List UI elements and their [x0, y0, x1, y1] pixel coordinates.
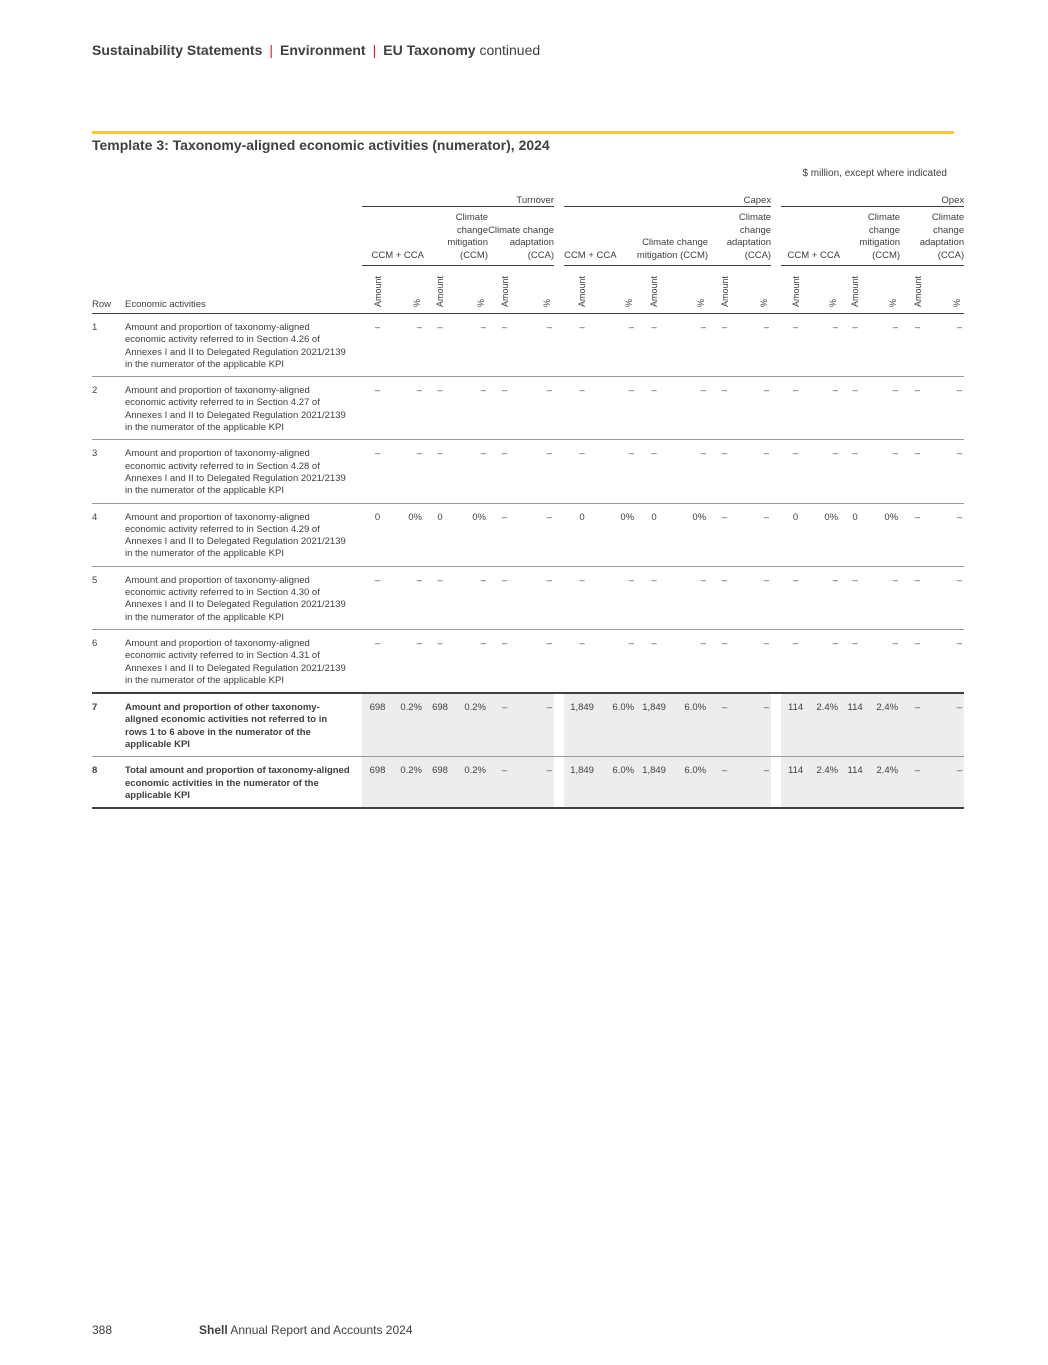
- col-header-amount: Amount: [649, 275, 660, 307]
- percent-cell: 2.4%: [870, 757, 900, 808]
- taxonomy-table: [92, 190, 964, 809]
- percent-cell: –: [741, 629, 771, 693]
- col-header-percent: %: [952, 298, 963, 307]
- amount-cell: –: [840, 314, 870, 377]
- row-number: 6: [92, 629, 125, 693]
- percent-cell: –: [456, 629, 488, 693]
- col-header-amount: Amount: [499, 275, 510, 307]
- amount-cell: 698: [424, 693, 456, 757]
- percent-cell: 6.0%: [672, 757, 708, 808]
- percent-cell: –: [600, 566, 636, 629]
- percent-cell: –: [810, 566, 840, 629]
- percent-cell: –: [600, 629, 636, 693]
- amount-cell: –: [488, 440, 521, 503]
- activity-description: Total amount and proportion of taxonomy-aligned economic activities in the numerator of the applicable KPI: [125, 757, 362, 808]
- amount-cell: –: [900, 629, 935, 693]
- percent-cell: –: [935, 629, 964, 693]
- col-header-amount: Amount: [719, 275, 730, 307]
- percent-cell: 0%: [600, 503, 636, 566]
- percent-cell: –: [521, 377, 554, 440]
- amount-cell: –: [840, 377, 870, 440]
- row-number: 4: [92, 503, 125, 566]
- row-number: 7: [92, 693, 125, 757]
- amount-cell: –: [900, 440, 935, 503]
- amount-cell: –: [424, 566, 456, 629]
- amount-cell: –: [781, 440, 810, 503]
- breadcrumb-eu-taxonomy[interactable]: EU Taxonomy: [383, 42, 476, 58]
- group-header: Turnover: [362, 190, 554, 207]
- amount-cell: –: [708, 440, 741, 503]
- percent-cell: 0.2%: [456, 693, 488, 757]
- amount-cell: –: [636, 440, 672, 503]
- percent-cell: 0%: [456, 503, 488, 566]
- percent-cell: –: [741, 566, 771, 629]
- amount-cell: –: [900, 566, 935, 629]
- percent-cell: –: [741, 377, 771, 440]
- percent-cell: –: [870, 377, 900, 440]
- percent-cell: –: [935, 377, 964, 440]
- amount-cell: 0: [564, 503, 600, 566]
- amount-cell: –: [708, 629, 741, 693]
- subgroup-header: Climate change adaptation (CCA): [900, 207, 964, 266]
- col-header-amount: Amount: [912, 275, 923, 307]
- percent-cell: –: [521, 503, 554, 566]
- percent-cell: –: [393, 440, 424, 503]
- amount-cell: 1,849: [564, 757, 600, 808]
- amount-cell: –: [424, 629, 456, 693]
- percent-cell: –: [935, 757, 964, 808]
- table-row: [92, 503, 964, 566]
- amount-cell: 0: [840, 503, 870, 566]
- amount-cell: –: [564, 377, 600, 440]
- percent-cell: –: [935, 440, 964, 503]
- table-row: [92, 693, 964, 757]
- percent-cell: –: [521, 629, 554, 693]
- amount-cell: –: [900, 757, 935, 808]
- col-header-amount: Amount: [577, 275, 588, 307]
- percent-cell: –: [935, 503, 964, 566]
- breadcrumb: [92, 42, 540, 58]
- percent-cell: –: [521, 314, 554, 377]
- amount-cell: –: [362, 566, 393, 629]
- percent-cell: –: [810, 314, 840, 377]
- activity-description: Amount and proportion of other taxonomy-aligned economic activities not referred to in rows 1 to 6 above in the numerator of the applicable KPI: [125, 693, 362, 757]
- amount-cell: –: [900, 693, 935, 757]
- percent-cell: –: [600, 314, 636, 377]
- col-header-amount: Amount: [372, 275, 383, 307]
- amount-cell: –: [840, 440, 870, 503]
- group-header: Opex: [781, 190, 964, 207]
- amount-cell: –: [564, 440, 600, 503]
- col-header-percent: %: [828, 298, 839, 307]
- amount-cell: –: [488, 566, 521, 629]
- breadcrumb-environment[interactable]: Environment: [280, 42, 366, 58]
- amount-cell: –: [424, 314, 456, 377]
- percent-cell: –: [935, 314, 964, 377]
- page-number: 388: [92, 1323, 113, 1337]
- percent-cell: 0%: [672, 503, 708, 566]
- percent-cell: –: [870, 566, 900, 629]
- amount-cell: –: [781, 377, 810, 440]
- percent-cell: –: [741, 440, 771, 503]
- table-row: [92, 440, 964, 503]
- amount-cell: –: [488, 314, 521, 377]
- amount-cell: 114: [781, 757, 810, 808]
- activity-description: Amount and proportion of taxonomy-aligned economic activity referred to in Section 4.31 of Annexes I and II to Delegated Regulation 2021/2139 in the numerator of the applicable KPI: [125, 629, 362, 693]
- percent-cell: –: [810, 440, 840, 503]
- unit-note: $ million, except where indicated: [802, 168, 947, 179]
- amount-cell: –: [840, 629, 870, 693]
- percent-cell: –: [672, 314, 708, 377]
- amount-cell: 1,849: [564, 693, 600, 757]
- activity-description: Amount and proportion of taxonomy-aligned economic activity referred to in Section 4.29 of Annexes I and II to Delegated Regulation 2021/2139 in the numerator of the applicable KPI: [125, 503, 362, 566]
- percent-cell: 2.4%: [810, 757, 840, 808]
- table-row: [92, 629, 964, 693]
- percent-cell: –: [600, 377, 636, 440]
- percent-cell: –: [810, 629, 840, 693]
- amount-cell: 114: [840, 693, 870, 757]
- amount-cell: –: [362, 314, 393, 377]
- col-header-percent: %: [888, 298, 899, 307]
- amount-cell: 698: [424, 757, 456, 808]
- amount-cell: –: [636, 629, 672, 693]
- percent-cell: 0%: [393, 503, 424, 566]
- percent-cell: 0%: [870, 503, 900, 566]
- percent-cell: –: [870, 440, 900, 503]
- percent-cell: 2.4%: [870, 693, 900, 757]
- amount-cell: –: [564, 314, 600, 377]
- percent-cell: –: [870, 629, 900, 693]
- subgroup-header: Climate change adaptation (CCA): [488, 207, 554, 266]
- percent-cell: –: [672, 377, 708, 440]
- breadcrumb-separator: |: [372, 42, 377, 58]
- row-number: 3: [92, 440, 125, 503]
- percent-cell: –: [393, 566, 424, 629]
- subgroup-header: Climate change adaptation (CCA): [708, 207, 771, 266]
- col-header-amount: Amount: [790, 275, 801, 307]
- percent-cell: –: [935, 693, 964, 757]
- breadcrumb-continued: continued: [479, 42, 541, 58]
- table-row: [92, 377, 964, 440]
- amount-cell: –: [708, 693, 741, 757]
- percent-cell: –: [741, 314, 771, 377]
- amount-cell: 698: [362, 757, 393, 808]
- subgroup-header: CCM + CCA: [362, 207, 424, 266]
- amount-cell: 0: [362, 503, 393, 566]
- amount-cell: –: [564, 566, 600, 629]
- percent-cell: 0.2%: [393, 757, 424, 808]
- row-number: 1: [92, 314, 125, 377]
- col-header-amount: Amount: [435, 275, 445, 307]
- amount-cell: 0: [781, 503, 810, 566]
- amount-cell: –: [636, 377, 672, 440]
- col-header-percent: %: [624, 298, 635, 307]
- percent-cell: –: [456, 314, 488, 377]
- percent-cell: –: [672, 440, 708, 503]
- amount-cell: 0: [636, 503, 672, 566]
- amount-cell: –: [488, 757, 521, 808]
- amount-cell: –: [840, 566, 870, 629]
- percent-cell: –: [672, 629, 708, 693]
- amount-cell: 114: [840, 757, 870, 808]
- report-name: [199, 1323, 413, 1337]
- amount-cell: –: [708, 757, 741, 808]
- amount-cell: 1,849: [636, 757, 672, 808]
- table-row: [92, 566, 964, 629]
- amount-cell: 1,849: [636, 693, 672, 757]
- percent-cell: –: [600, 440, 636, 503]
- percent-cell: –: [741, 757, 771, 808]
- percent-cell: –: [456, 377, 488, 440]
- amount-cell: –: [708, 566, 741, 629]
- percent-cell: –: [393, 314, 424, 377]
- table-body: [92, 314, 964, 809]
- table-row: [92, 757, 964, 808]
- amount-cell: –: [488, 629, 521, 693]
- amount-cell: –: [708, 377, 741, 440]
- amount-cell: 0: [424, 503, 456, 566]
- amount-cell: –: [900, 314, 935, 377]
- percent-cell: 0.2%: [456, 757, 488, 808]
- amount-cell: –: [636, 566, 672, 629]
- col-header-percent: %: [542, 298, 553, 307]
- amount-cell: –: [362, 377, 393, 440]
- percent-cell: 0.2%: [393, 693, 424, 757]
- table-row: [92, 314, 964, 377]
- percent-cell: –: [741, 693, 771, 757]
- group-header: Capex: [564, 190, 771, 207]
- col-header-activities: Economic activities: [125, 266, 362, 314]
- percent-cell: –: [521, 566, 554, 629]
- amount-cell: –: [636, 314, 672, 377]
- amount-cell: –: [781, 629, 810, 693]
- percent-cell: 6.0%: [672, 693, 708, 757]
- amount-cell: –: [708, 503, 741, 566]
- subgroup-header: CCM + CCA: [564, 207, 636, 266]
- percent-cell: –: [393, 377, 424, 440]
- percent-cell: –: [456, 440, 488, 503]
- col-header-percent: %: [759, 298, 770, 307]
- percent-cell: –: [672, 566, 708, 629]
- breadcrumb-sustainability[interactable]: Sustainability Statements: [92, 42, 263, 58]
- page-title: Template 3: Taxonomy-aligned economic activities (numerator), 2024: [92, 137, 550, 153]
- table-header: [92, 190, 964, 314]
- percent-cell: –: [870, 314, 900, 377]
- amount-cell: –: [488, 377, 521, 440]
- activity-description: Amount and proportion of taxonomy-aligned economic activity referred to in Section 4.27 of Annexes I and II to Delegated Regulation 2021/2139 in the numerator of the applicable KPI: [125, 377, 362, 440]
- brand-name: Shell: [199, 1323, 228, 1337]
- amount-cell: –: [424, 377, 456, 440]
- col-header-amount: Amount: [850, 275, 861, 307]
- amount-cell: –: [564, 629, 600, 693]
- subgroup-header: Climate change mitigation (CCM): [424, 207, 488, 266]
- amount-cell: –: [781, 314, 810, 377]
- amount-cell: –: [781, 566, 810, 629]
- percent-cell: –: [521, 757, 554, 808]
- breadcrumb-separator: |: [269, 42, 274, 58]
- percent-cell: –: [810, 377, 840, 440]
- col-header-percent: %: [412, 298, 422, 307]
- col-header-percent: %: [476, 298, 486, 307]
- amount-cell: –: [488, 503, 521, 566]
- percent-cell: –: [741, 503, 771, 566]
- title-accent-rule: [92, 131, 954, 134]
- row-number: 8: [92, 757, 125, 808]
- percent-cell: 2.4%: [810, 693, 840, 757]
- activity-description: Amount and proportion of taxonomy-aligned economic activity referred to in Section 4.30 of Annexes I and II to Delegated Regulation 2021/2139 in the numerator of the applicable KPI: [125, 566, 362, 629]
- activity-description: Amount and proportion of taxonomy-aligned economic activity referred to in Section 4.28 of Annexes I and II to Delegated Regulation 2021/2139 in the numerator of the applicable KPI: [125, 440, 362, 503]
- col-header-row: Row: [92, 266, 125, 314]
- percent-cell: –: [456, 566, 488, 629]
- amount-cell: –: [424, 440, 456, 503]
- activity-description: Amount and proportion of taxonomy-aligned economic activity referred to in Section 4.26 of Annexes I and II to Delegated Regulation 2021/2139 in the numerator of the applicable KPI: [125, 314, 362, 377]
- percent-cell: –: [393, 629, 424, 693]
- report-title: Annual Report and Accounts 2024: [230, 1323, 413, 1337]
- percent-cell: 6.0%: [600, 757, 636, 808]
- percent-cell: –: [521, 693, 554, 757]
- subgroup-header: Climate change mitigation (CCM): [840, 207, 900, 266]
- amount-cell: –: [900, 377, 935, 440]
- amount-cell: –: [900, 503, 935, 566]
- percent-cell: –: [521, 440, 554, 503]
- subgroup-header: Climate change mitigation (CCM): [636, 207, 708, 266]
- amount-cell: –: [362, 629, 393, 693]
- row-number: 5: [92, 566, 125, 629]
- amount-cell: 698: [362, 693, 393, 757]
- percent-cell: 0%: [810, 503, 840, 566]
- amount-cell: –: [362, 440, 393, 503]
- row-number: 2: [92, 377, 125, 440]
- amount-cell: –: [708, 314, 741, 377]
- amount-cell: 114: [781, 693, 810, 757]
- amount-cell: –: [488, 693, 521, 757]
- percent-cell: –: [935, 566, 964, 629]
- subgroup-header: CCM + CCA: [781, 207, 840, 266]
- page-footer: [92, 1323, 413, 1337]
- percent-cell: 6.0%: [600, 693, 636, 757]
- col-header-percent: %: [696, 298, 707, 307]
